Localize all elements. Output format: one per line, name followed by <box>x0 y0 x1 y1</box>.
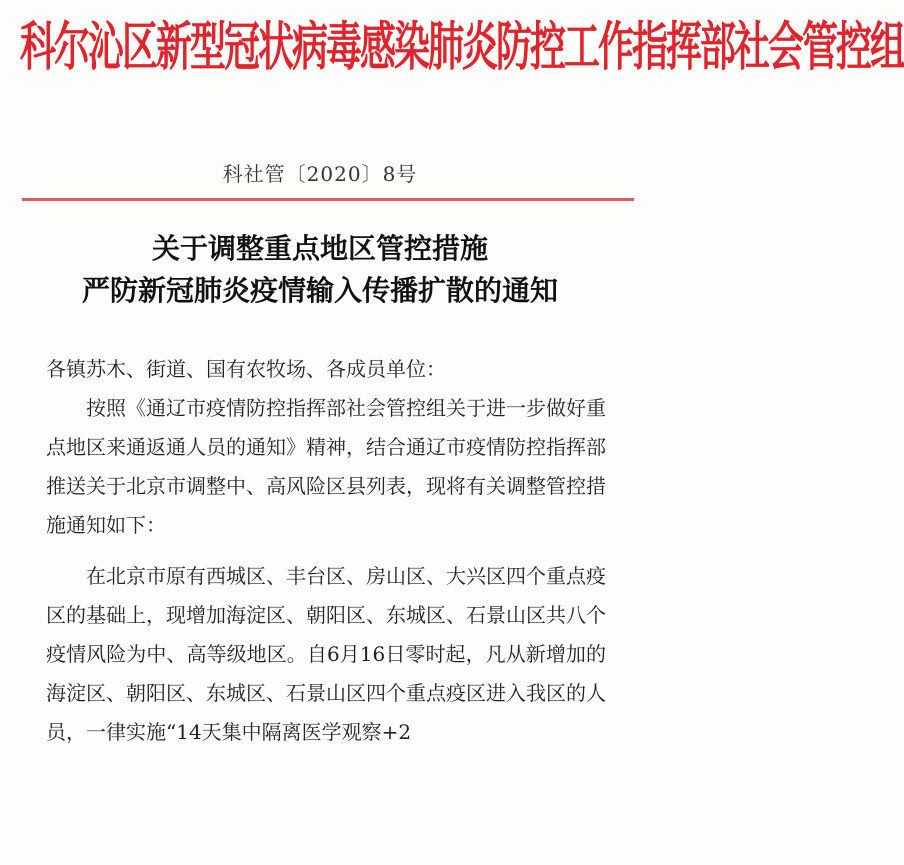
organization-header: 科尔沁区新型冠状病毒感染肺炎防控工作指挥部社会管控组 <box>20 16 904 78</box>
title-line-2: 严防新冠肺炎疫情输入传播扩散的通知 <box>81 274 558 307</box>
title-line-1: 关于调整重点地区管控措施 <box>151 232 488 265</box>
paragraph: 按照《通辽市疫情防控指挥部社会管控组关于进一步做好重点地区来通返通人员的通知》精神，结合通辽市疫情防控指挥部推送关于北京市调整中、高风险区县列表，现将有关调整管控措施通知如下： <box>46 396 606 537</box>
document-number: 科社管〔2020〕8号 <box>222 162 418 186</box>
document-body <box>46 350 606 752</box>
salutation: 各镇苏木、街道、国有农牧场、各成员单位： <box>46 357 446 381</box>
red-divider <box>22 198 634 201</box>
document-title <box>0 228 640 312</box>
paragraph: 在北京市原有西城区、丰台区、房山区、大兴区四个重点疫区的基础上，现增加海淀区、朝阳区、东城区、石景山区共八个疫情风险为中、高等级地区。自6月16日零时起，凡从新增加的海淀区、朝阳区、东城区、石景山区四个重点疫区进入我区的人员，一律实施“14天集中隔离医学观察+2 <box>46 564 606 744</box>
